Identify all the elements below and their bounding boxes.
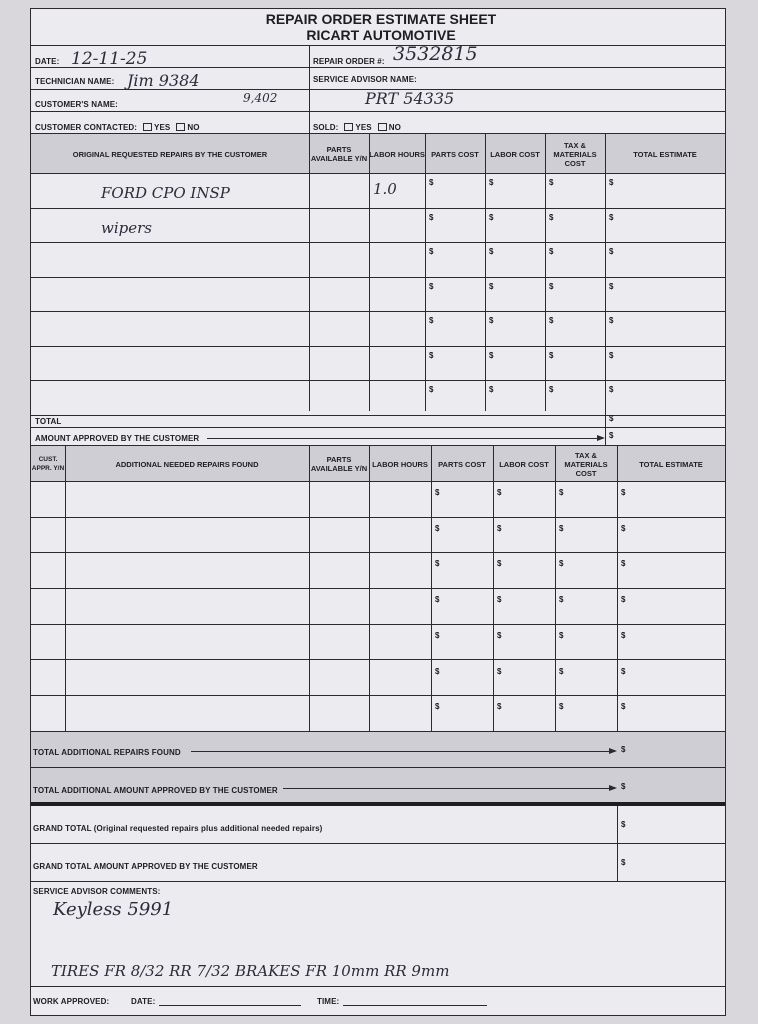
t1-row-labor-currency: $ [489,281,494,291]
t1-header-repairs: ORIGINAL REQUESTED REPAIRS BY THE CUSTOMER [72,149,268,159]
t2-header-parts-cost: PARTS COST [438,459,486,469]
t1-row-tax-currency: $ [549,281,554,291]
t1-header-labor-cost: LABOR COST [490,149,540,159]
t2-row-labor-currency: $ [497,523,502,533]
contacted-no-label: NO [187,123,200,132]
shop-name: RICART AUTOMOTIVE [306,27,456,43]
grand-total-currency: $ [621,820,626,829]
t1-row-tax-currency: $ [549,350,554,360]
t1-row-parts-currency: $ [429,350,434,360]
grand-total-note: (Original requested repairs plus additional needed repairs) [93,824,323,833]
t2-row-total-currency: $ [621,595,626,605]
t2-row-labor-currency: $ [497,559,502,569]
footer-date-line[interactable] [159,1005,301,1006]
t1-header-parts-cost: PARTS COST [431,149,479,159]
t2-row-total-currency: $ [621,666,626,676]
t2-total-label: TOTAL ADDITIONAL REPAIRS FOUND [33,748,181,757]
t2-row-tax-currency: $ [559,702,564,712]
footer-time-label: TIME: [317,997,340,1006]
t2-header-tax: TAX & MATERIALS COST [564,450,608,478]
t2-approved-currency: $ [621,782,626,791]
t2-header-labor-hours: LABOR HOURS [372,459,428,469]
t1-row-repair: FORD CPO INSP [101,184,230,202]
t1-total-label: TOTAL [35,417,62,426]
t1-row-parts-currency: $ [429,316,434,325]
grand-approved-label: GRAND TOTAL AMOUNT APPROVED BY THE CUSTOMER [33,862,258,871]
estimate-sheet [30,8,726,1016]
t1-header-parts-available: PARTS AVAILABLE Y/N [310,145,368,163]
footer-date-label: DATE: [131,997,156,1006]
t1-row-tax-currency: $ [549,316,554,325]
t1-approved-label: AMOUNT APPROVED BY THE CUSTOMER [35,434,200,443]
t1-row-repair: wipers [101,218,152,237]
t1-row-parts-currency: $ [429,385,434,394]
t2-row-labor-currency: $ [497,702,502,712]
t2-row-parts-currency: $ [435,595,440,605]
t2-approved-label: TOTAL ADDITIONAL AMOUNT APPROVED BY THE CUSTOMER [33,786,278,795]
date-label: DATE: [35,57,60,66]
t1-row-total-currency: $ [609,316,614,325]
t2-row-tax-currency: $ [559,488,564,497]
t1-row-labor-currency: $ [489,350,494,360]
t2-row-parts-currency: $ [435,559,440,569]
t2-header-total: TOTAL ESTIMATE [639,459,703,469]
t2-row-total-currency: $ [621,488,626,497]
service-advisor-label: SERVICE ADVISOR NAME: [313,75,417,84]
sold-no-label: NO [388,123,401,132]
t1-row-parts-currency: $ [429,212,434,222]
sold-label: SOLD: [313,123,339,132]
t2-row-parts-currency: $ [435,702,440,712]
t2-row-tax-currency: $ [559,630,564,640]
t2-row-total-currency: $ [621,702,626,712]
t1-row-labor-currency: $ [489,247,494,256]
t2-row-parts-currency: $ [435,488,440,497]
service-advisor-value: PRT 54335 [365,89,455,108]
customer-contacted-label: CUSTOMER CONTACTED: [35,123,138,132]
t2-row-total-currency: $ [621,559,626,569]
t1-row-total-currency: $ [609,247,614,256]
t1-row-total-currency: $ [609,385,614,394]
date-value: 12-11-25 [71,49,148,69]
t2-row-tax-currency: $ [559,595,564,605]
customer-name-label: CUSTOMER'S NAME: [35,100,118,109]
t1-row-tax-currency: $ [549,212,554,222]
t1-row-tax-currency: $ [549,247,554,256]
t1-row-total-currency: $ [609,350,614,360]
contacted-yes-label: YES [154,123,171,132]
t1-row-total-currency: $ [609,281,614,291]
t2-header-labor-cost: LABOR COST [499,459,549,469]
t1-row-labor-hours: 1.0 [373,180,397,198]
t1-row-labor-currency: $ [489,212,494,222]
t2-row-labor-currency: $ [497,630,502,640]
t1-row-labor-currency: $ [489,385,494,394]
t2-row-tax-currency: $ [559,666,564,676]
t2-header-cust-appr: CUST. APPR. Y/N [31,456,65,472]
t1-row-total-currency: $ [609,178,614,187]
t2-row-total-currency: $ [621,630,626,640]
form-title: REPAIR ORDER ESTIMATE SHEET [265,11,497,27]
repair-order-value: 3532815 [393,43,478,65]
t2-row-tax-currency: $ [559,559,564,569]
t1-header-labor-hours: LABOR HOURS [369,149,425,159]
grand-approved-currency: $ [621,858,626,867]
comments-label: SERVICE ADVISOR COMMENTS: [33,887,161,896]
t2-row-labor-currency: $ [497,595,502,605]
technician-value: Jim 9384 [127,71,200,90]
footer-time-line[interactable] [343,1005,487,1006]
t2-row-parts-currency: $ [435,523,440,533]
t2-row-tax-currency: $ [559,523,564,533]
comments-line-1: Keyless 5991 [53,899,174,920]
t1-row-labor-currency: $ [489,316,494,325]
sold-yes-label: YES [355,123,372,132]
t1-row-total-currency: $ [609,212,614,222]
t1-row-parts-currency: $ [429,178,434,187]
t1-approved-currency: $ [609,431,614,440]
t2-total-currency: $ [621,745,626,754]
t2-row-parts-currency: $ [435,666,440,676]
grand-total-label: GRAND TOTAL [33,824,92,833]
t2-row-labor-currency: $ [497,666,502,676]
t1-header-total: TOTAL ESTIMATE [633,149,697,159]
t1-header-tax: TAX & MATERIALS COST [553,140,597,168]
t2-header-parts-available: PARTS AVAILABLE Y/N [310,455,368,473]
t1-row-tax-currency: $ [549,178,554,187]
technician-value-2: 9,402 [243,91,278,105]
t2-row-parts-currency: $ [435,630,440,640]
t1-row-tax-currency: $ [549,385,554,394]
t1-row-parts-currency: $ [429,281,434,291]
repair-order-label: REPAIR ORDER #: [313,57,385,66]
comments-line-2: TIRES FR 8/32 RR 7/32 BRAKES FR 10mm RR 9mm [51,962,450,980]
t1-row-parts-currency: $ [429,247,434,256]
t1-row-labor-currency: $ [489,178,494,187]
technician-label: TECHNICIAN NAME: [35,77,115,86]
t2-header-repairs: ADDITIONAL NEEDED REPAIRS FOUND [115,459,259,469]
t2-row-labor-currency: $ [497,488,502,497]
t1-total-currency: $ [609,414,614,423]
work-approved-label: WORK APPROVED: [33,997,110,1006]
t2-row-total-currency: $ [621,523,626,533]
